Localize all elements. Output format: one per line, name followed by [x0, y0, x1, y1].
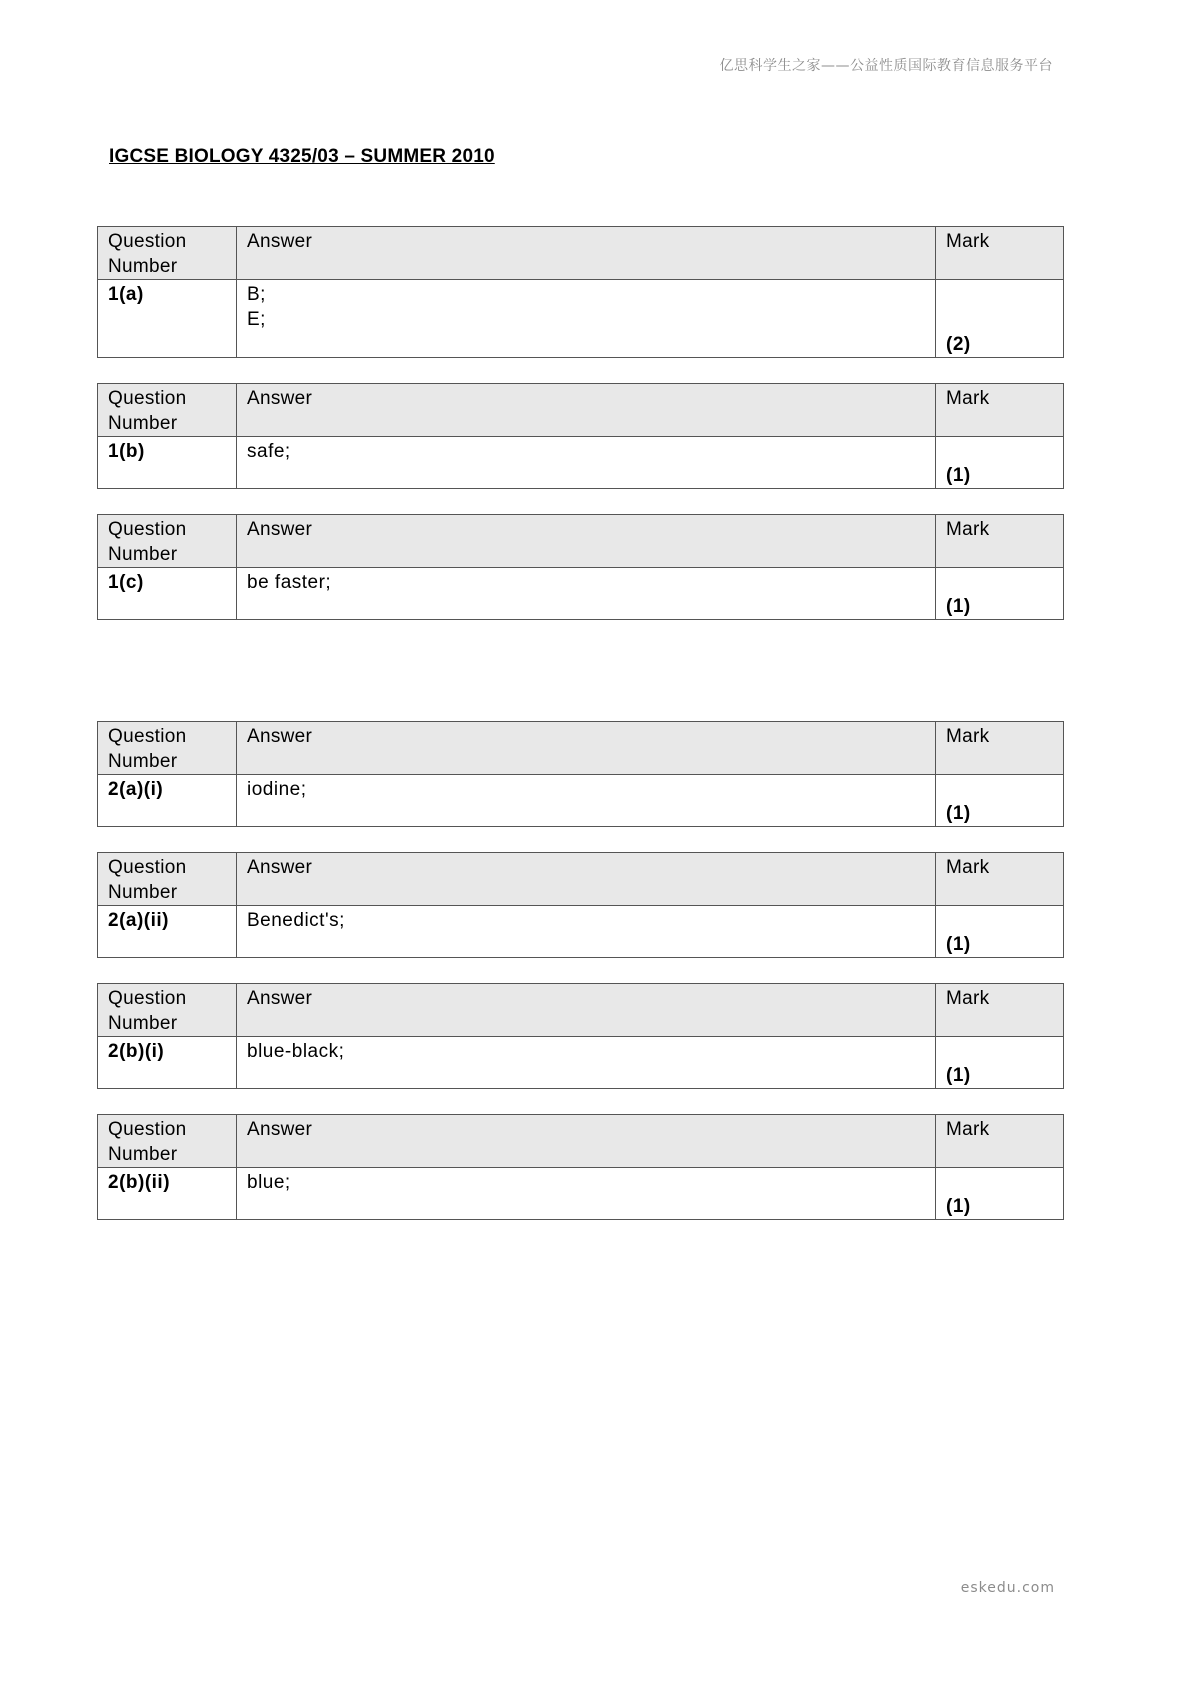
mark-scheme-table-2ai [97, 721, 1064, 827]
mark-scheme-table-1a [97, 226, 1064, 358]
question-number: 2(a)(i) [98, 775, 237, 827]
mark-scheme-table-2bii [97, 1114, 1064, 1220]
answer-cell: be faster; [237, 568, 936, 620]
answer-cell: B; E; [237, 280, 936, 358]
question-number-header: Question Number [98, 722, 237, 775]
header-watermark: 亿思科学生之家——公益性质国际教育信息服务平台 [719, 58, 1053, 74]
table-row [98, 1037, 1064, 1089]
answer-header: Answer [237, 1115, 936, 1168]
table-header-row [98, 722, 1064, 775]
mark-scheme-table-1b [97, 383, 1064, 489]
mark-header: Mark [936, 984, 1064, 1037]
mark-cell: (1) [936, 1168, 1064, 1220]
answer-cell: blue; [237, 1168, 936, 1220]
table-header-row [98, 227, 1064, 280]
table-row [98, 775, 1064, 827]
answer-cell: Benedict's; [237, 906, 936, 958]
mark-header: Mark [936, 853, 1064, 906]
footer-site: eskedu.com [960, 1580, 1055, 1596]
table-header-row [98, 984, 1064, 1037]
question-number-header: Question Number [98, 984, 237, 1037]
mark-scheme-table-1c [97, 514, 1064, 620]
question-number-header: Question Number [98, 515, 237, 568]
table-header-row [98, 1115, 1064, 1168]
table-header-row [98, 384, 1064, 437]
question-number: 2(b)(ii) [98, 1168, 237, 1220]
mark-scheme-table-2bi [97, 983, 1064, 1089]
question-number: 1(a) [98, 280, 237, 358]
table-row [98, 906, 1064, 958]
mark-cell: (2) [936, 280, 1064, 358]
question-number: 1(b) [98, 437, 237, 489]
answer-header: Answer [237, 853, 936, 906]
question-number-header: Question Number [98, 384, 237, 437]
answer-header: Answer [237, 384, 936, 437]
mark-scheme-table-2aii [97, 852, 1064, 958]
table-row [98, 1168, 1064, 1220]
question-number: 2(a)(ii) [98, 906, 237, 958]
mark-header: Mark [936, 227, 1064, 280]
mark-cell: (1) [936, 906, 1064, 958]
document-title: IGCSE BIOLOGY 4325/03 – SUMMER 2010 [109, 146, 495, 167]
question-number: 2(b)(i) [98, 1037, 237, 1089]
table-row [98, 280, 1064, 358]
table-row [98, 437, 1064, 489]
mark-header: Mark [936, 1115, 1064, 1168]
question-number-header: Question Number [98, 853, 237, 906]
table-header-row [98, 853, 1064, 906]
answer-header: Answer [237, 515, 936, 568]
question-number-header: Question Number [98, 1115, 237, 1168]
answer-cell: blue-black; [237, 1037, 936, 1089]
table-header-row [98, 515, 1064, 568]
answer-header: Answer [237, 984, 936, 1037]
answer-cell: safe; [237, 437, 936, 489]
mark-cell: (1) [936, 1037, 1064, 1089]
answer-header: Answer [237, 227, 936, 280]
mark-header: Mark [936, 722, 1064, 775]
question-number-header: Question Number [98, 227, 237, 280]
mark-cell: (1) [936, 775, 1064, 827]
mark-header: Mark [936, 515, 1064, 568]
mark-cell: (1) [936, 437, 1064, 489]
question-number: 1(c) [98, 568, 237, 620]
answer-cell: iodine; [237, 775, 936, 827]
mark-header: Mark [936, 384, 1064, 437]
answer-header: Answer [237, 722, 936, 775]
mark-cell: (1) [936, 568, 1064, 620]
table-row [98, 568, 1064, 620]
